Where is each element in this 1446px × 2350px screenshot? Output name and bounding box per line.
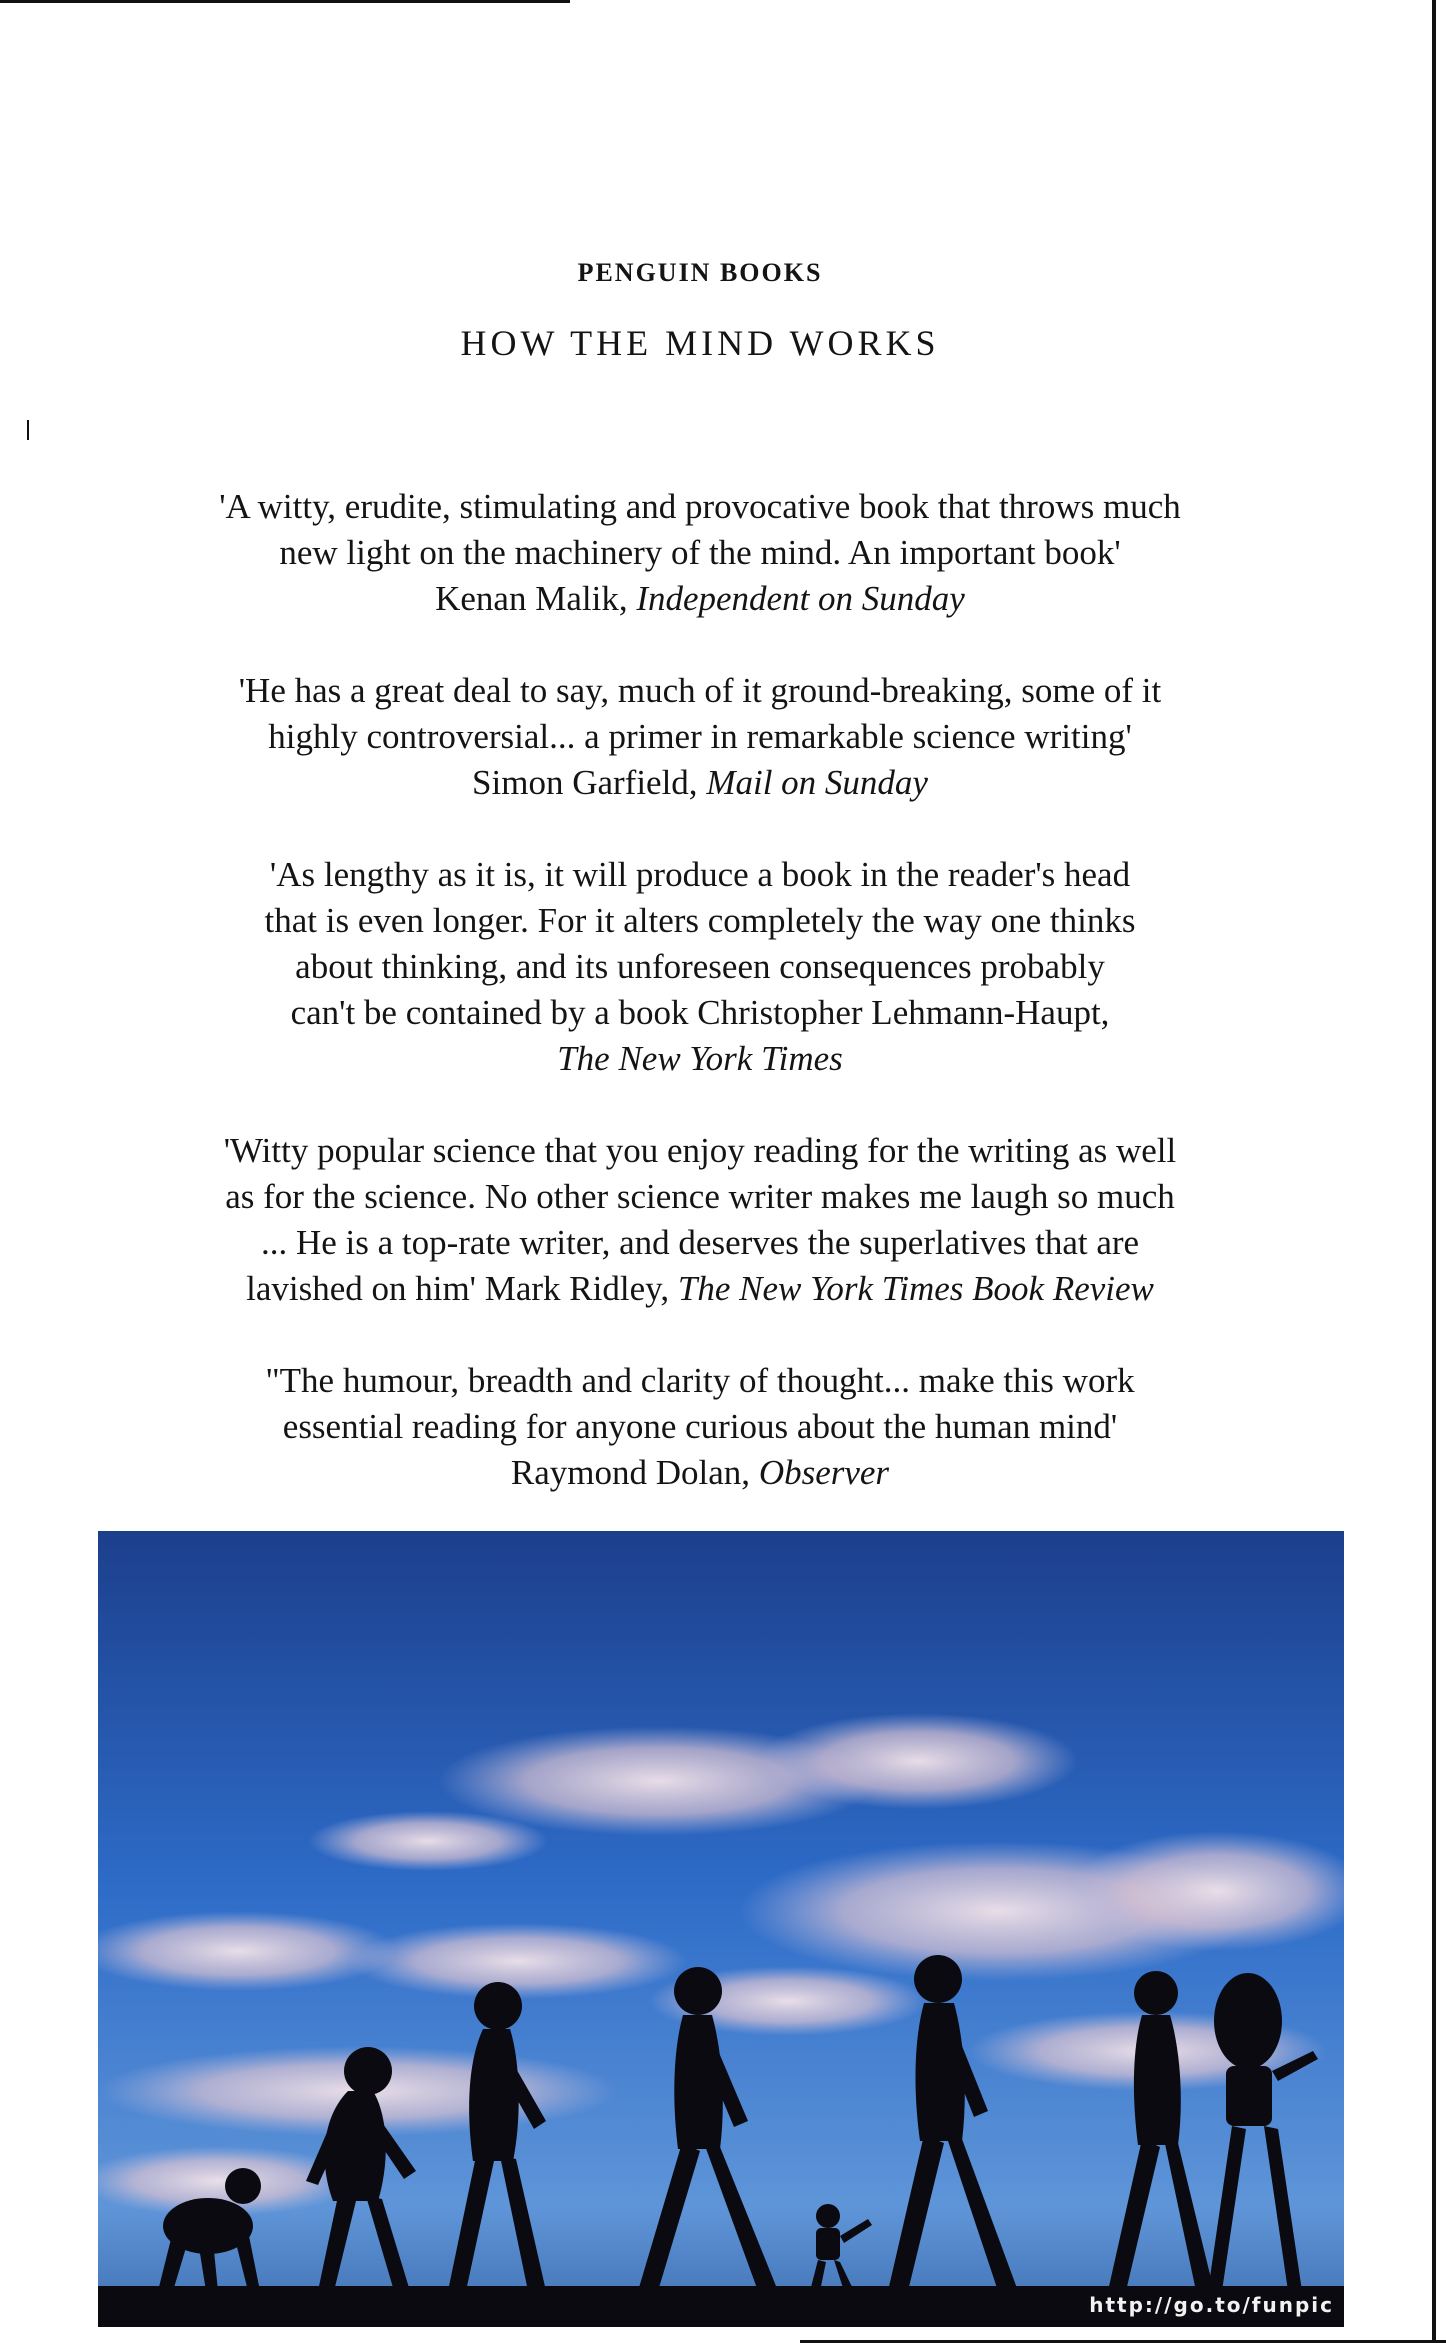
quote-source: Mail on Sunday: [706, 763, 928, 802]
review-quote: [150, 484, 1250, 622]
review-quote: [150, 668, 1250, 806]
quote-source: The New York Times: [557, 1039, 843, 1078]
quote-line: essential reading for anyone curious about the human mind': [282, 1407, 1118, 1446]
quote-source: Observer: [758, 1453, 890, 1492]
scan-edge-bottom: [800, 2340, 1446, 2343]
quote-line: ... He is a top-rate writer, and deserves the superlatives that are: [260, 1223, 1140, 1262]
quote-author: Simon Garfield,: [472, 763, 698, 802]
quote-author: Kenan Malik,: [435, 579, 628, 618]
quote-author: lavished on him' Mark Ridley,: [246, 1269, 670, 1308]
book-title: HOW THE MIND WORKS: [460, 323, 940, 363]
quote-line: new light on the machinery of the mind. An important book': [279, 533, 1121, 572]
publisher-name: PENGUIN BOOKS: [577, 258, 823, 287]
quote-line: 'He has a great deal to say, much of it ground-breaking, some of it: [238, 671, 1162, 710]
review-quotes: [150, 484, 1250, 1542]
quote-line: 'A witty, erudite, stimulating and provocative book that throws much: [219, 487, 1181, 526]
scan-edge-right: [1432, 0, 1436, 2340]
quote-line: "The humour, breadth and clarity of thought... make this work: [265, 1361, 1135, 1400]
quote-source: Independent on Sunday: [636, 579, 965, 618]
quote-line: 'Witty popular science that you enjoy reading for the writing as well: [223, 1131, 1177, 1170]
quote-line: highly controversial... a primer in remarkable science writing': [268, 717, 1132, 756]
review-quote: [150, 1358, 1250, 1496]
quote-attribution: [150, 1036, 1250, 1082]
image-watermark: http://go.to/funpic: [1089, 2293, 1334, 2317]
review-quote: [150, 1128, 1250, 1312]
review-quote: [150, 852, 1250, 1082]
quote-author: Raymond Dolan,: [510, 1453, 751, 1492]
quote-line: 'As lengthy as it is, it will produce a book in the reader's head: [269, 855, 1131, 894]
evolution-illustration: [98, 1531, 1344, 2327]
quote-line: as for the science. No other science writer makes me laugh so much: [225, 1177, 1175, 1216]
scan-edge-top: [0, 0, 570, 3]
quote-line: can't be contained by a book Christopher Lehmann-Haupt,: [290, 993, 1110, 1032]
scan-tick-left: [27, 420, 29, 440]
quote-attribution: [150, 1450, 1250, 1496]
quote-attribution: [150, 760, 1250, 806]
quote-line: about thinking, and its unforeseen consequences probably: [295, 947, 1105, 986]
quote-source: The New York Times Book Review: [677, 1269, 1154, 1308]
evolution-photo: [98, 1531, 1344, 2327]
quote-line: that is even longer. For it alters completely the way one thinks: [264, 901, 1136, 940]
quote-attribution: [150, 1266, 1250, 1312]
quote-attribution: [150, 576, 1250, 622]
